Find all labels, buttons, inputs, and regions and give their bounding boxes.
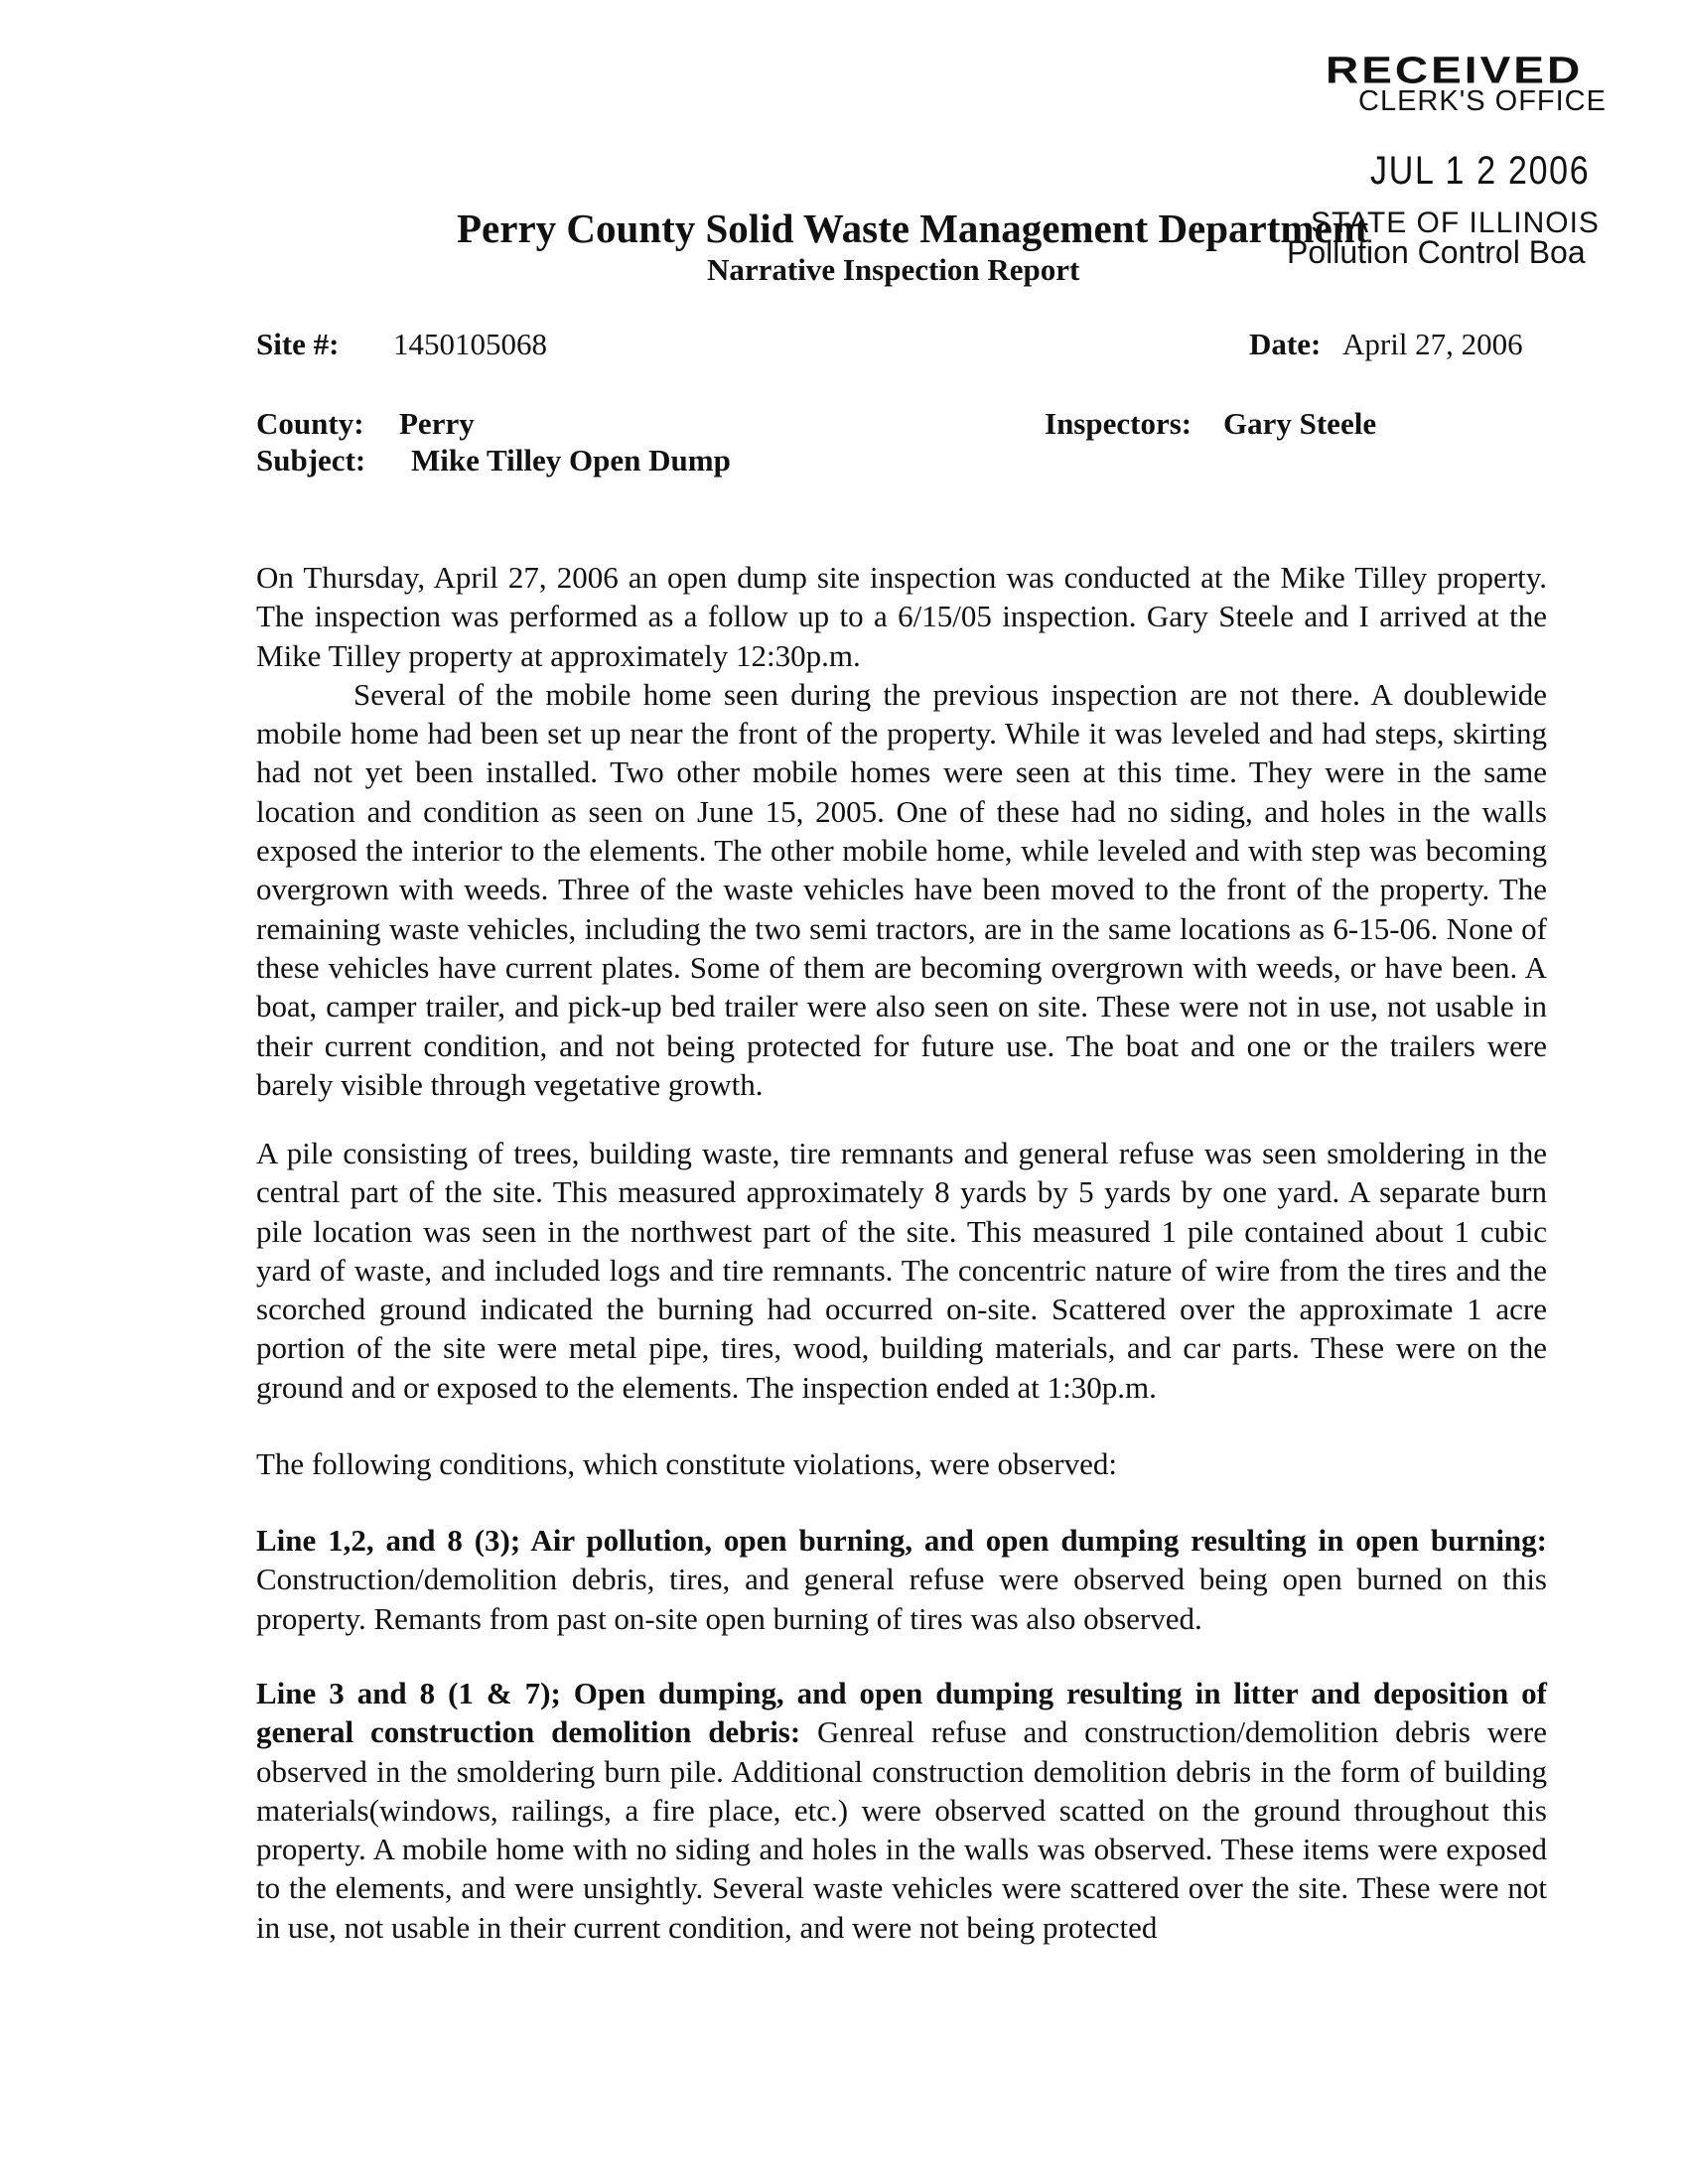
narrative-paragraph-2 [256, 1134, 1547, 1407]
site-label: Site #: [256, 327, 340, 361]
violation-2-text: Genreal refuse and construction/demolition debris were observed in the smoldering burn pile. Additional construction demolition debris in the form of building materials(windows, railings, a fire place, etc.) were observed scatted on the ground throughout this property. A mobile home with no siding and holes in the walls was observed. These items were exposed to the elements, and were unsightly. Several waste vehicles were scattered over the site. These were not in use, not usable in their current condition, and were not being protected [256, 1714, 1547, 1945]
violation-2-heading: Line 3 and 8 (1 & 7); Open dumping, and open dumping resulting in litter and deposition of general construction demolition debris: [256, 1676, 1547, 1750]
date-value: April 27, 2006 [1342, 327, 1523, 361]
violation-1 [256, 1521, 1547, 1638]
state-stamp: STATE OF ILLINOIS [1311, 206, 1600, 239]
date-label: Date: [1249, 327, 1322, 361]
clerks-office-stamp: CLERK'S OFFICE [1358, 85, 1607, 117]
county-value: Perry [399, 406, 475, 441]
violations-intro-text: The following conditions, which constitute violations, were observed: [256, 1446, 1117, 1481]
subject-value: Mike Tilley Open Dump [411, 443, 731, 478]
subject-label: Subject: [256, 443, 366, 478]
inspectors-value: Gary Steele [1223, 406, 1377, 441]
burn-pile-description: A pile consisting of trees, building waste, tire remnants and general refuse was seen smoldering in the central part of the site. This measured approximately 8 yards by 5 yards by one yard. A separate burn pile location was seen in the northwest part of the site. This measured 1 pile contained about 1 cubic yard of waste, and included logs and tire remnants. The concentric nature of wire from the tires and the scorched ground indicated the burning had occurred on-site. Scattered over the approximate 1 acre portion of the site were metal pipe, tires, wood, building materials, and car parts. These were on the ground and or exposed to the elements. The inspection ended at 1:30p.m. [256, 1136, 1547, 1405]
violations-intro [256, 1444, 1547, 1483]
site-value: 1450105068 [393, 327, 547, 361]
violation-1-text: Construction/demolition debris, tires, and general refuse were observed being open burned on this property. Remants from past on-site open burning of tires was also observed. [256, 1562, 1547, 1636]
narrative-intro: On Thursday, April 27, 2006 an open dump site inspection was conducted at the Mike Tilley property. The inspection was performed as a follow up to a 6/15/05 inspection. Gary Steele and I arrived at the Mike Tilley property at approximately 12:30p.m. [256, 560, 1547, 673]
narrative-paragraph-1 [256, 558, 1547, 1104]
inspectors-label: Inspectors: [1045, 406, 1193, 441]
violation-1-heading: Line 1,2, and 8 (3); Air pollution, open burning, and open dumping resulting in open burning: [256, 1523, 1547, 1558]
received-stamp: RECEIVED [1326, 48, 1584, 91]
board-stamp: Pollution Control Boa [1287, 234, 1586, 270]
violation-2 [256, 1674, 1547, 1947]
page-subtitle: Narrative Inspection Report [707, 252, 1080, 287]
county-label: County: [256, 406, 364, 441]
stamp-date: JUL 1 2 2006 [1370, 149, 1591, 193]
page-title: Perry County Solid Waste Management Department [457, 205, 1369, 251]
narrative-observations: Several of the mobile home seen during the previous inspection are not there. A doublewide mobile home had been set up near the front of the property. While it was leveled and had steps, skirting had not yet been installed. Two other mobile homes were seen at this time. They were in the same location and condition as seen on June 15, 2005. One of these had no siding, and holes in the walls exposed the interior to the elements. The other mobile home, while leveled and with step was becoming overgrown with weeds. Three of the waste vehicles have been moved to the front of the property. The remaining waste vehicles, including the two semi tractors, are in the same locations as 6-15-06. None of these vehicles have current plates. Some of them are becoming overgrown with weeds, or have been. A boat, camper trailer, and pick-up bed trailer were also seen on site. These were not in use, not usable in their current condition, and not being protected for future use. The boat and one or the trailers were barely visible through vegetative growth. [256, 676, 1547, 1102]
